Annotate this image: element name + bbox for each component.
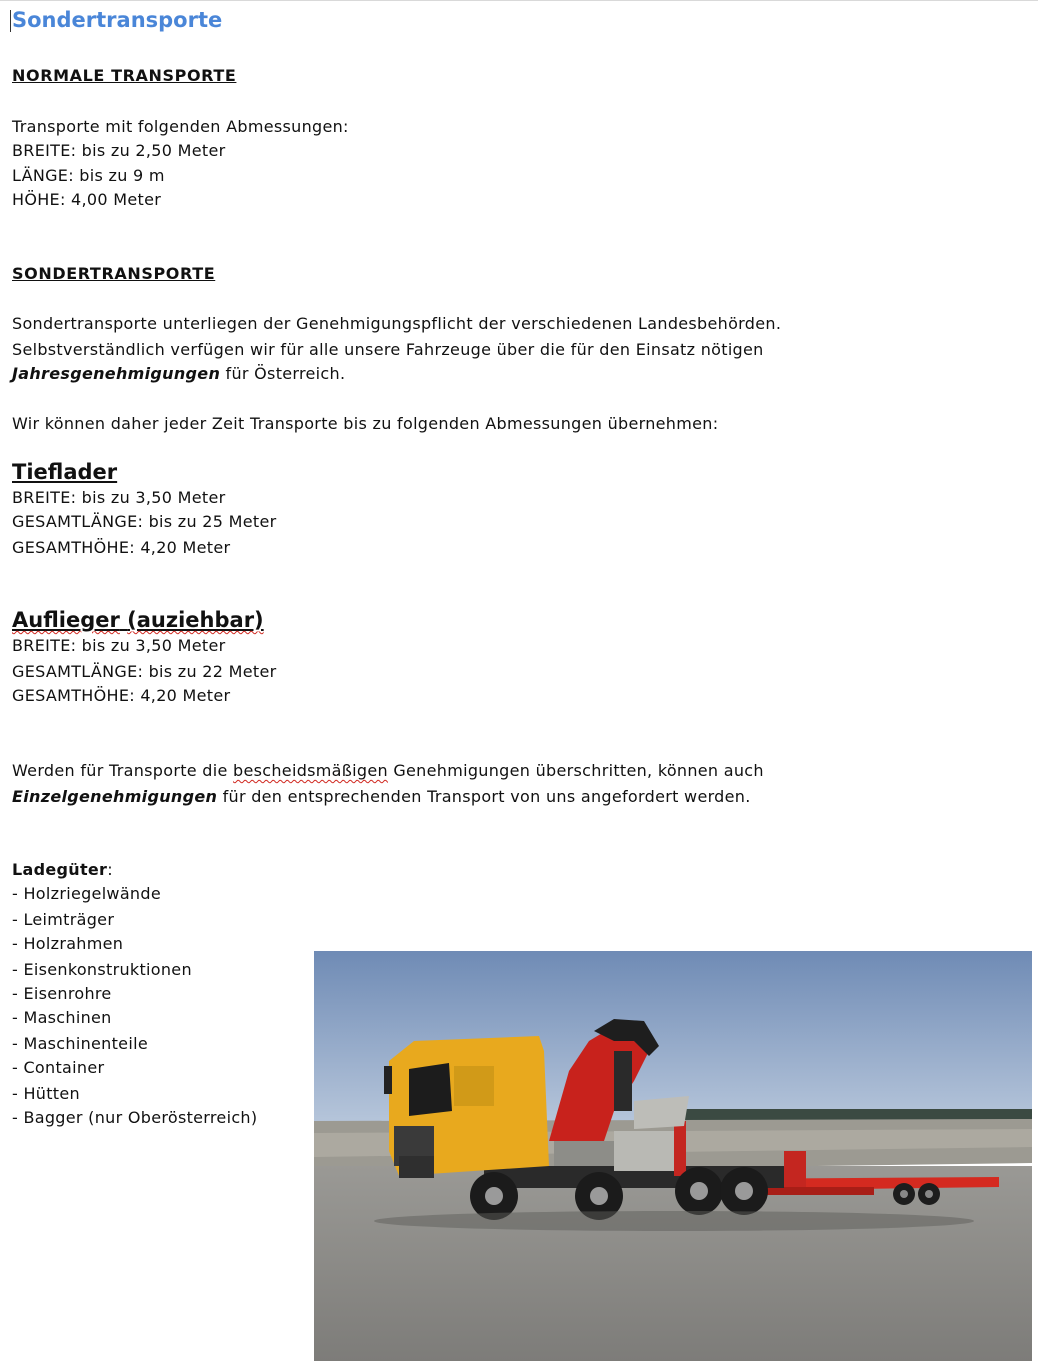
normal-dim-length: LÄNGE: bis zu 9 m <box>12 166 165 185</box>
auflieger-dim-length: GESAMTLÄNGE: bis zu 22 Meter <box>12 662 277 681</box>
auflieger-dim-height: GESAMTHÖHE: 4,20 Meter <box>12 686 231 705</box>
special-paragraph-3 <box>12 361 345 386</box>
vehicle-heading-tieflader: Tieflader <box>12 460 118 484</box>
normal-dim-height: HÖHE: 4,00 Meter <box>12 190 162 209</box>
annual-permits-bold: Jahresgenehmigungen <box>12 364 221 383</box>
text-cursor <box>10 10 11 32</box>
special-paragraph-1: Sondertransporte unterliegen der Genehmigungspflicht der verschiedenen Landesbehörden. <box>12 314 782 333</box>
page-title: Sondertransporte <box>12 8 223 32</box>
normal-intro: Transporte mit folgenden Abmessungen: <box>12 117 349 136</box>
normal-dim-width: BREITE: bis zu 2,50 Meter <box>12 141 226 160</box>
permits-misspelled-word: bescheidsmäßigen <box>233 761 388 780</box>
permits-line-2 <box>12 784 751 809</box>
tieflader-dim-height: GESAMTHÖHE: 4,20 Meter <box>12 538 231 557</box>
single-permits-bold: Einzelgenehmigungen <box>12 787 218 806</box>
vehicle-heading-auflieger <box>12 608 264 632</box>
goods-item: - Maschinenteile <box>12 1034 148 1053</box>
annual-permits-rest: für Österreich. <box>220 364 346 383</box>
auflieger-word: Auflieger <box>12 608 120 632</box>
goods-item: - Holzrahmen <box>12 934 124 953</box>
special-paragraph-4: Wir können daher jeder Zeit Transporte bis zu folgenden Abmessungen übernehmen: <box>12 414 719 433</box>
auflieger-note: (auziehbar) <box>127 608 264 632</box>
goods-item: - Hütten <box>12 1084 80 1103</box>
permits-line-1c: Genehmigungen überschritten, können auch <box>387 761 764 780</box>
auflieger-dim-width: BREITE: bis zu 3,50 Meter <box>12 636 226 655</box>
section-heading-special: SONDERTRANSPORTE <box>12 264 216 283</box>
goods-item: - Holzriegelwände <box>12 884 161 903</box>
permits-line-1 <box>12 758 764 783</box>
section-heading-normal: NORMALE TRANSPORTE <box>12 66 237 85</box>
goods-item: - Leimträger <box>12 910 115 929</box>
tieflader-dim-width: BREITE: bis zu 3,50 Meter <box>12 488 226 507</box>
goods-item: - Bagger (nur Oberösterreich) <box>12 1108 258 1127</box>
truck-photo <box>314 951 1032 1361</box>
goods-item: - Container <box>12 1058 105 1077</box>
top-border <box>0 0 1038 1</box>
goods-item: - Maschinen <box>12 1008 112 1027</box>
goods-item: - Eisenrohre <box>12 984 112 1003</box>
goods-label-line <box>12 857 113 882</box>
tieflader-dim-length: GESAMTLÄNGE: bis zu 25 Meter <box>12 512 277 531</box>
goods-label-colon: : <box>107 860 113 879</box>
special-paragraph-2: Selbstverständlich verfügen wir für alle unsere Fahrzeuge über die für den Einsatz nötigen <box>12 340 764 359</box>
goods-label: Ladegüter <box>12 860 108 879</box>
goods-item: - Eisenkonstruktionen <box>12 960 192 979</box>
single-permits-rest: für den entsprechenden Transport von uns angefordert werden. <box>217 787 751 806</box>
permits-line-1a: Werden für Transporte die <box>12 761 234 780</box>
